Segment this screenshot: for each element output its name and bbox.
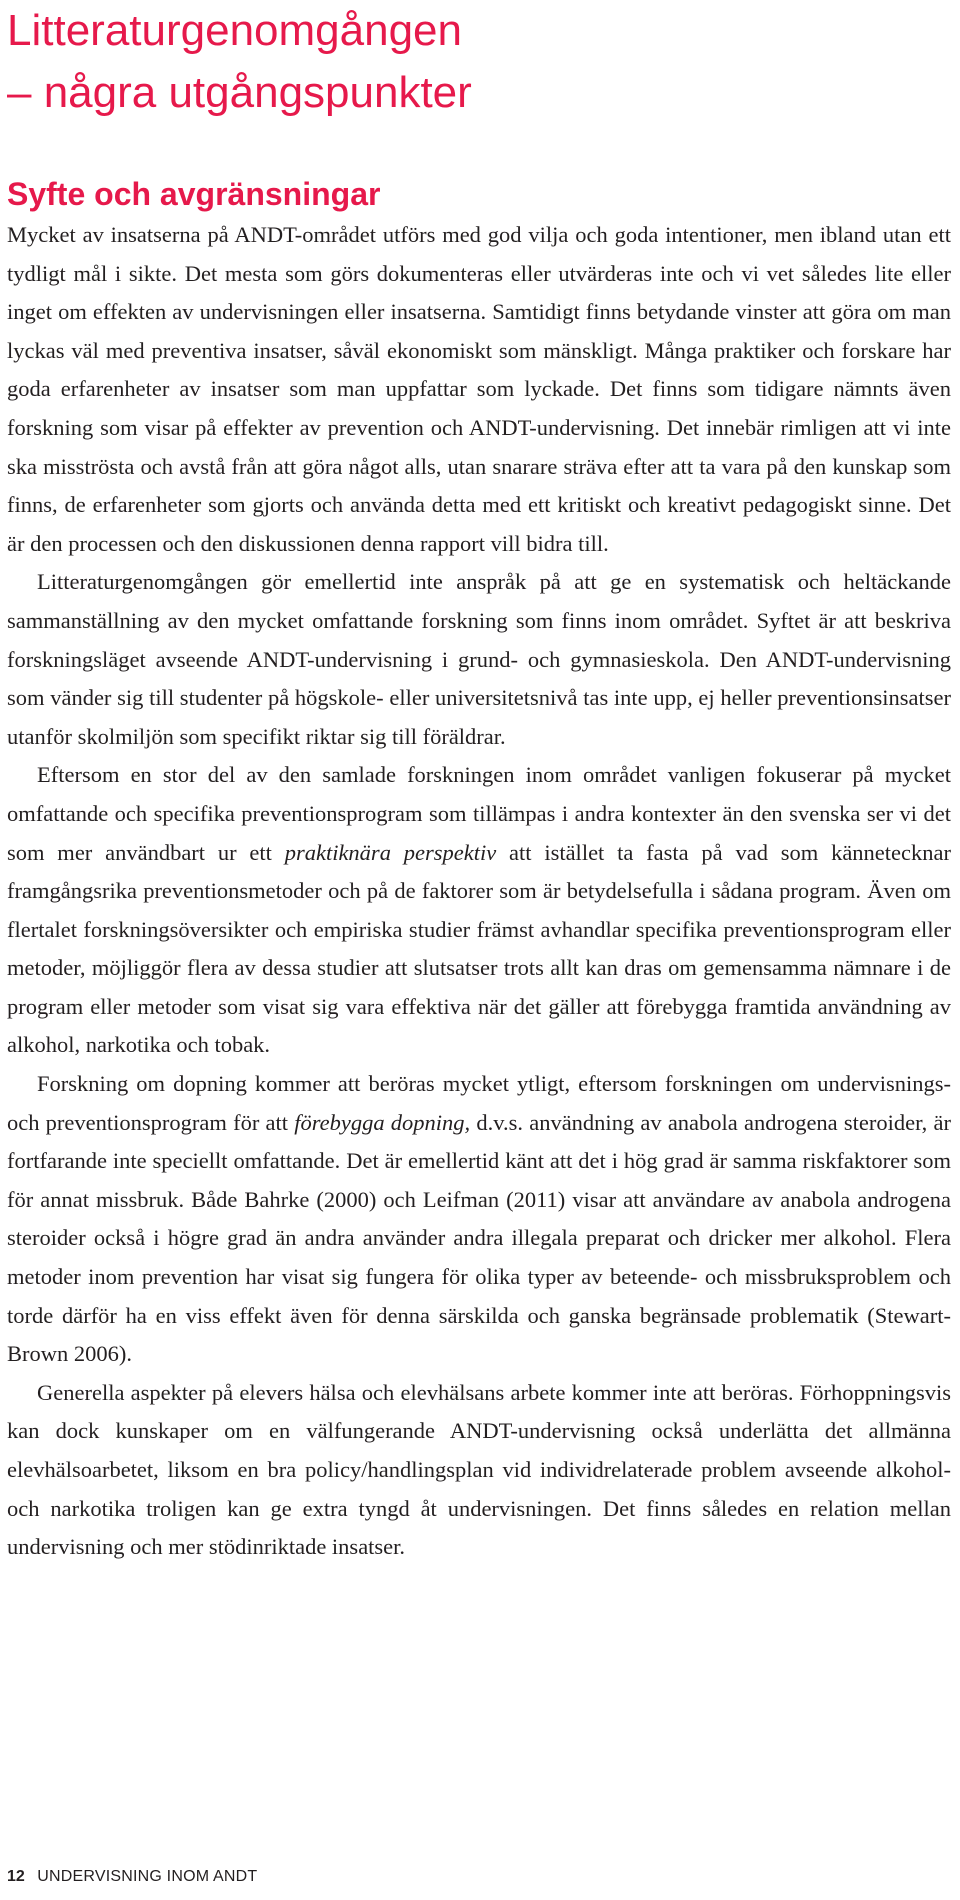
paragraph-3-text-b: att istället ta fasta på vad som kännetecknar framgångsrika preventionsmetoder och på de faktorer som är betydelsefulla i sådana program. Även om flertalet forskningsöversikter och empiriska studier främst avhandlar specifika preventionsprogram eller metoder, möjliggör flera av dessa studier att slutsatser trots allt kan dras om gemensamma nämnare i de program eller metoder som visat sig vara effektiva när det gäller att förebygga framtida användning av alkohol, narkotika och tobak. [7,839,951,1058]
paragraph-4-text-a: Forskning om dopning kommer att beröras mycket ytligt, eftersom forskningen om undervisnings- och preventionsprogram för att [7,1071,951,1135]
paragraph-2: Litteraturgenomgången gör emellertid inte anspråk på att ge en systematisk och heltäckande sammanställning av den mycket omfattande forskning som finns inom området. Syftet är att beskriva forskningsläget avseende ANDT-undervisning i grund- och gymnasieskola. Den ANDT-undervisning som vänder sig till studenter på högskole- eller universitetsnivå tas inte upp, ej heller preventionsinsatser utanför skolmiljön som specifikt riktar sig till föräldrar. [7,569,951,749]
paragraph-4-emphasis: förebygga dopning, [294,1109,471,1135]
page-title-line-1: Litteraturgenomgången [7,6,462,55]
paragraph-1: Mycket av insatserna på ANDT-området utförs med god vilja och goda intentioner, men ibland utan ett tydligt mål i sikte. Det mesta som görs dokumenteras eller utvärderas inte och vi vet således lite eller inget om effekten av undervisningen eller insatserna. Samtidigt finns betydande vinster att göra om man lyckas väl med preventiva insatser, såväl ekonomiskt som mänskligt. Många praktiker och forskare har goda erfarenheter av insatser som man uppfattar som lyckade. Det finns som tidigare nämnts även forskning som visar på effekter av prevention och ANDT-undervisning. Det innebär rimligen att vi inte ska misströsta och avstå från att göra något alls, utan snarare sträva efter att ta vara på den kunskap som finns, de erfarenheter som gjorts och använda detta med ett kritiskt och kreativt pedagogiskt sinne. Det är den processen och den diskussionen denna rapport vill bidra till. [7,222,951,556]
paragraph-4 [7,1065,951,1374]
document-page [7,0,951,1567]
paragraph-4-text-b: d.v.s. användning av anabola androgena steroider, är fortfarande inte speciellt omfattande. Det är emellertid känt att det i hög grad är samma riskfaktorer som för annat missbruk. Både Bahrke (2000) och Leifman (2011) visar att användare av anabola androgena steroider också i högre grad än andra använder andra illegala preparat och dricker mer alkohol. Flera metoder inom prevention har visat sig fungera för olika typer av beteende- och missbruksproblem och torde därför ha en viss effekt även för denna särskilda och ganska begränsade problematik (Stewart-Brown 2006). [7,1109,951,1367]
running-title: UNDERVISNING INOM ANDT [37,1868,258,1885]
page-footer [7,1867,257,1887]
page-title [7,0,951,124]
paragraph-3-text-a: Eftersom en stor del av den samlade forskningen inom området vanligen fokuserar på mycket omfattande och specifika preventionsprogram som tillämpas i andra kontexter än den svenska ser vi det som mer användbart ur ett [7,762,951,865]
page-title-line-2: – några utgångspunkter [7,68,472,117]
paragraph-5: Generella aspekter på elevers hälsa och elevhälsans arbete kommer inte att beröras. Förhoppningsvis kan dock kunskaper om en välfungerande ANDT-undervisning också underlätta det allmänna elevhälsoarbetet, liksom en bra policy/handlingsplan vid individrelaterade problem avseende alkohol- och narkotika troligen kan ge extra tyngd åt undervisningen. Det finns således en relation mellan undervisning och mer stödinriktade insatser. [7,1379,951,1560]
section-heading: Syfte och avgränsningar [7,176,381,212]
page-number: 12 [7,1868,25,1885]
paragraph-3-emphasis: praktiknära perspektiv [284,839,497,865]
paragraph-3 [7,756,951,1065]
